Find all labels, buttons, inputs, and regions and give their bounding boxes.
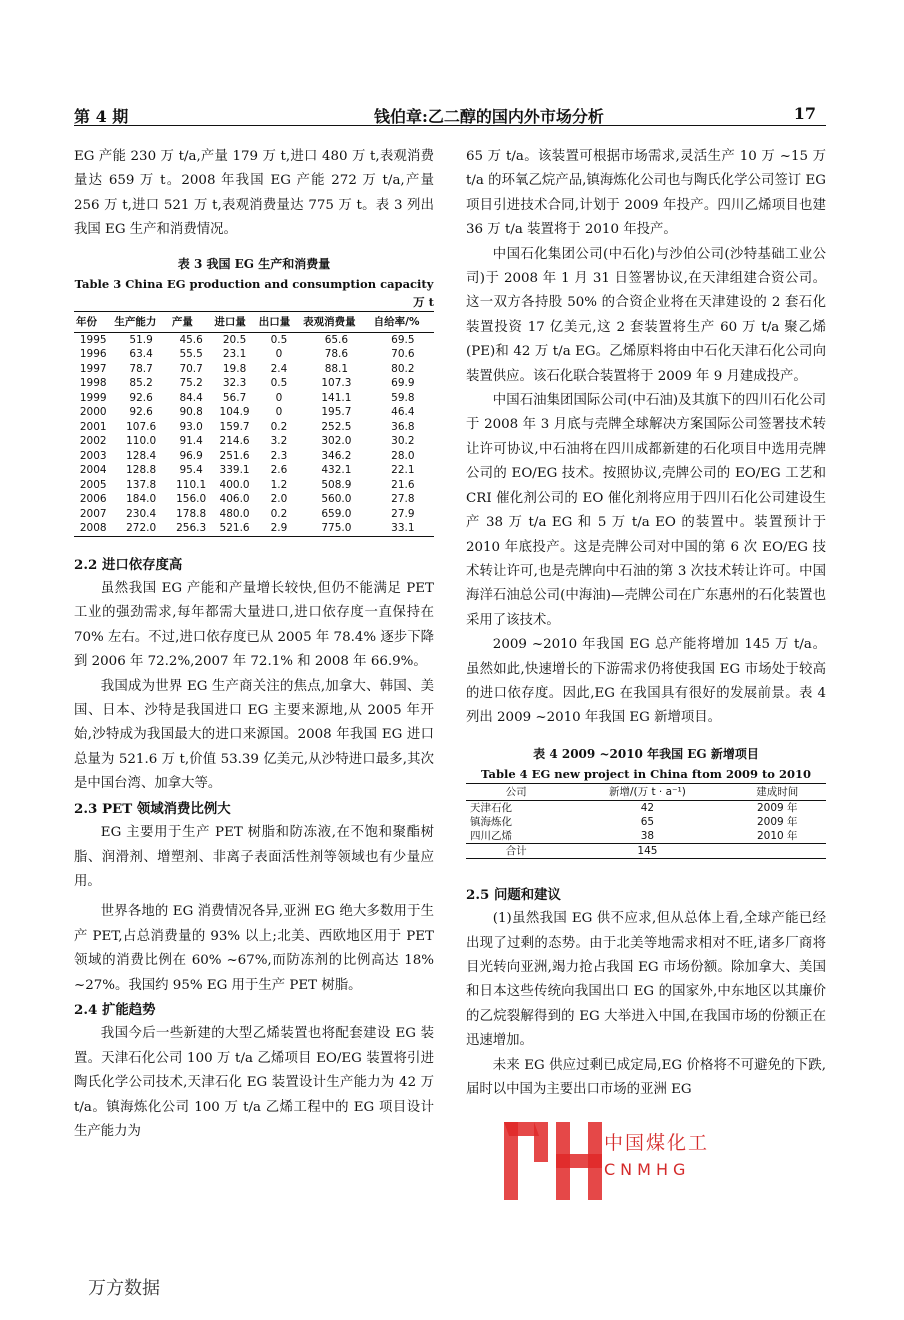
table3-cell: 184.0 [126, 493, 157, 506]
table3-row [74, 507, 434, 522]
table3-caption-cn: 表 3 我国 EG 生产和消费量 [177, 256, 331, 271]
table3-cell: 91.4 [179, 435, 203, 448]
table3-cell: 75.2 [179, 377, 203, 390]
table3-cell: 78.6 [324, 348, 349, 361]
table3-cell: 1995 [79, 333, 107, 346]
section-2-2-title: 2.2 进口依存度高 [74, 556, 183, 573]
table3-header-cell: 年份 [74, 311, 112, 332]
table3-header-cell: 生产能力 [112, 311, 169, 332]
table3-cell: 107.3 [321, 377, 352, 390]
table3-cell: 2008 [79, 522, 107, 535]
table3-header-cell: 表观消费量 [301, 311, 372, 332]
table3-cell: 137.8 [126, 478, 157, 491]
section-2-4-title: 2.4 扩能趋势 [74, 1001, 156, 1018]
table4-caption-en: Table 4 EG new project in China ftom 2009 to 2010 [481, 766, 811, 781]
table3-row [74, 492, 434, 507]
table4-header-cell: 新增/(万 t · a⁻¹) [566, 783, 728, 800]
table3-cell: 302.0 [321, 435, 352, 448]
table3-cell: 27.9 [391, 507, 415, 520]
table3-cell: 23.1 [222, 348, 247, 361]
table3-cell: 92.6 [129, 406, 153, 419]
table3 [74, 311, 434, 537]
right-column [466, 145, 826, 1102]
table3-cell: 214.6 [219, 435, 250, 448]
table3-cell: 346.2 [321, 449, 352, 462]
table3-cell: 70.7 [179, 362, 203, 375]
table3-cell: 0 [275, 348, 283, 361]
table3-cell: 59.8 [391, 391, 415, 404]
table3-cell: 432.1 [321, 464, 352, 477]
table3-header-cell: 出口量 [257, 311, 301, 332]
table3-cell: 110.0 [126, 435, 157, 448]
table3-cell: 156.0 [176, 493, 207, 506]
table3-cell: 659.0 [321, 507, 352, 520]
table3-body [74, 332, 434, 536]
table4-total-cell: 合计 [466, 843, 566, 858]
table4-row [466, 829, 826, 844]
table3-cell: 65.6 [324, 333, 349, 346]
table3-cell: 256.3 [176, 522, 207, 535]
journal-issue: 第 4 期 [74, 107, 129, 126]
table3-cell: 560.0 [321, 493, 352, 506]
table3-cell: 2004 [79, 464, 107, 477]
table3-header-row [74, 311, 434, 332]
table3-cell: 88.1 [324, 362, 349, 375]
table3-cell: 55.5 [179, 348, 203, 361]
table4-cell: 38 [640, 829, 655, 842]
table3-cell: 195.7 [321, 406, 352, 419]
table3-cell: 2.9 [270, 522, 288, 535]
table3-cell: 128.4 [126, 449, 157, 462]
table3-cell: 96.9 [179, 449, 203, 462]
table3-cell: 1.2 [270, 478, 288, 491]
table4 [466, 783, 826, 859]
table3-row [74, 405, 434, 420]
table3-row [74, 521, 434, 536]
table3-cell: 2.0 [270, 493, 288, 506]
table3-cell: 1999 [79, 391, 107, 404]
table3-row [74, 347, 434, 362]
table3-cell: 252.5 [321, 420, 352, 433]
table3-cell: 2.4 [270, 362, 288, 375]
table3-cell: 93.0 [179, 420, 203, 433]
section-2-3-title: 2.3 PET 领域消费比例大 [74, 800, 231, 817]
table3-cell: 0.2 [270, 420, 288, 433]
table3-cell: 400.0 [219, 478, 250, 491]
table4-cell: 2009 年 [757, 815, 798, 828]
table3-cell: 480.0 [219, 507, 250, 520]
watermark-cn-text: 中国煤化工 [604, 1128, 709, 1155]
table3-cell: 2.3 [270, 449, 288, 462]
table3-cell: 272.0 [126, 522, 157, 535]
table3-cell: 110.1 [176, 478, 207, 491]
table4-cell: 2009 年 [757, 801, 798, 814]
table3-cell: 20.5 [222, 333, 247, 346]
table4-total-row [466, 843, 826, 858]
table3-cell: 2003 [79, 449, 107, 462]
table3-cell: 1996 [79, 348, 107, 361]
table3-header-cell: 进口量 [212, 311, 256, 332]
right-paragraph-2: 中国石化集团公司(中石化)与沙伯公司(沙特基础工业公司)于 2008 年 1 月 31 日签署协议,在天津组建合资公司。这一双方各持股 50% 的合资企业将在天津建设的 2 套石化装置投资 17 亿美元,这 2 套装置将生产 60 万 t/a 聚乙烯(PE)和 42 万 t/a EG。乙烯原料将由中石化天津石化公司向装置供应。该石化联合装置将于 2009 年 9 月建成投产。 [466, 246, 826, 384]
table3-cell: 28.0 [391, 449, 415, 462]
table3-cell: 2002 [79, 435, 107, 448]
section-2-5-paragraph-1: (1)虽然我国 EG 供不应求,但从总体上看,全球产能已经出现了过剩的态势。由于北美等地需求相对不旺,诸多厂商将目光转向亚洲,竭力抢占我国 EG 市场份额。除加拿大、美国和日本这些传统向我国出口 EG 的国家外,中东地区以其廉价的乙烷裂解得到的 EG 大举进入中国,在我国市场的份额正在迅速增加。 [466, 911, 826, 1049]
table3-row [74, 449, 434, 464]
table3-row [74, 420, 434, 435]
table3-cell: 775.0 [321, 522, 352, 535]
table3-cell: 141.1 [321, 391, 352, 404]
table3-cell: 84.4 [179, 391, 203, 404]
table3-row [74, 391, 434, 406]
table3-cell: 33.1 [391, 522, 415, 535]
intro-paragraph: EG 产能 230 万 t/a,产量 179 万 t,进口 480 万 t,表观消费量达 659 万 t。2008 年我国 EG 产能 272 万 t/a,产量 256 万 t,进口 521 万 t,表观消费量达 775 万 t。表 3 列出我国 EG 生产和消费情况。 [74, 149, 434, 238]
table4-row [466, 815, 826, 829]
table3-row [74, 332, 434, 347]
table3-cell: 21.6 [391, 478, 415, 491]
table3-cell: 0.2 [270, 507, 288, 520]
table3-cell: 230.4 [126, 507, 157, 520]
table3-cell: 27.8 [391, 493, 415, 506]
section-2-3-paragraph-2: 世界各地的 EG 消费情况各异,亚洲 EG 绝大多数用于生产 PET,占总消费量的 93% 以上;北美、西欧地区用于 PET 领域的消费比例在 60% ~67%,而防冻剂的比例高达 18% ~27%。我国约 95% EG 用于生产 PET 树脂。 [74, 904, 434, 993]
table4-cell: 2010 年 [757, 829, 798, 842]
table3-cell: 32.3 [222, 377, 247, 390]
table3-cell: 251.6 [219, 449, 250, 462]
table3-cell: 19.8 [222, 362, 247, 375]
table3-cell: 70.6 [391, 348, 415, 361]
table3-cell: 0 [275, 391, 283, 404]
table3-cell: 0.5 [270, 377, 288, 390]
table4-cell: 镇海炼化 [470, 815, 512, 828]
page-header [74, 98, 826, 126]
table3-cell: 339.1 [219, 464, 250, 477]
table3-cell: 36.8 [391, 420, 415, 433]
table3-cell: 107.6 [126, 420, 157, 433]
table3-unit: 万 t [413, 294, 434, 309]
watermark-logo [500, 1118, 830, 1204]
table3-cell: 2006 [79, 493, 107, 506]
table4-header-cell: 建成时间 [729, 783, 826, 800]
table3-row [74, 376, 434, 391]
table4-total-cell [729, 843, 826, 858]
table3-cell: 69.5 [391, 333, 415, 346]
table3-cell: 2000 [79, 406, 107, 419]
table4-header-cell: 公司 [466, 783, 566, 800]
table3-cell: 92.6 [129, 391, 153, 404]
footer-wanfang: 万方数据 [88, 1278, 160, 1299]
table3-row [74, 478, 434, 493]
table4-cell: 天津石化 [470, 801, 512, 814]
table3-cell: 45.6 [179, 333, 203, 346]
table3-row [74, 463, 434, 478]
table3-cell: 2001 [79, 420, 107, 433]
table3-cell: 406.0 [219, 493, 250, 506]
right-paragraph-3: 中国石油集团国际公司(中石油)及其旗下的四川石化公司于 2008 年 3 月底与壳牌全球解决方案国际公司签署技术转让许可协议,中石油将在四川成都新建的石化项目中选用壳牌公司的 EO/EG 技术。按照协议,壳牌公司的 EO/EG 工艺和 CRI 催化剂公司的 EO 催化剂将应用于四川石化公司建设生产 38 万 t/a EG 和 5 万 t/a EO 的装置中。装置预计于 2010 年底投产。这是壳牌公司对中国的第 6 次 EO/EG 技术转让许可,也是壳牌向中石油的第 3 次技术转让许可。中国海洋石油总公司(中海油)—壳牌公司在广东惠州的石化装置也采用了该技术。 [466, 393, 826, 628]
table3-cell: 521.6 [219, 522, 250, 535]
table3-cell: 178.8 [176, 507, 207, 520]
table3-cell: 508.9 [321, 478, 352, 491]
left-column [74, 145, 434, 1144]
table3-header-cell: 自给率/% [372, 311, 434, 332]
table3-cell: 159.7 [219, 420, 250, 433]
table4-body [466, 800, 826, 858]
table4-cell: 65 [640, 815, 655, 828]
table3-cell: 78.7 [129, 362, 153, 375]
table3-caption-en: Table 3 China EG production and consumption capacity [74, 276, 434, 291]
table4-total-cell: 145 [566, 843, 728, 858]
table3-cell: 63.4 [129, 348, 153, 361]
table4-caption-cn: 表 4 2009 ~2010 年我国 EG 新增项目 [533, 746, 759, 761]
section-2-4-paragraph-1: 我国今后一些新建的大型乙烯装置也将配套建设 EG 装置。天津石化公司 100 万 t/a 乙烯项目 EO/EG 装置将引进陶氏化学公司技术,天津石化 EG 装置设计生产能力为 42 万 t/a。镇海炼化公司 100 万 t/a 乙烯工程中的 EG 项目设计生产能力为 [74, 1026, 434, 1139]
table3-cell: 104.9 [219, 406, 250, 419]
table3-cell: 90.8 [179, 406, 203, 419]
table3-cell: 85.2 [129, 377, 153, 390]
table3-cell: 30.2 [391, 435, 415, 448]
section-2-5-paragraph-2: 未来 EG 供应过剩已成定局,EG 价格将不可避免的下跌,届时以中国为主要出口市场的亚洲 EG [466, 1057, 826, 1097]
running-title: 钱伯章:乙二醇的国内外市场分析 [374, 107, 604, 126]
table3-header-cell: 产量 [170, 311, 213, 332]
table3-cell: 56.7 [222, 391, 247, 404]
table3-cell: 46.4 [391, 406, 415, 419]
table3-cell: 0 [275, 406, 283, 419]
table3-cell: 69.9 [391, 377, 415, 390]
table3-cell: 3.2 [270, 435, 288, 448]
right-paragraph-1: 65 万 t/a。该装置可根据市场需求,灵活生产 10 万 ~15 万 t/a 的环氧乙烷产品,镇海炼化公司也与陶氏化学公司签订 EG 项目引进技术合同,计划于 2009 年投产。四川乙烯项目也建 36 万 t/a 装置将于 2010 年投产。 [466, 149, 826, 238]
section-2-3-paragraph-1: EG 主要用于生产 PET 树脂和防冻液,在不饱和聚酯树脂、润滑剂、增塑剂、非离子表面活性剂等领域也有少量应用。 [74, 825, 434, 889]
table3-cell: 2.6 [270, 464, 288, 477]
table4-row [466, 800, 826, 815]
table3-cell: 1997 [79, 362, 107, 375]
header-rule [74, 125, 826, 126]
table3-cell: 51.9 [129, 333, 153, 346]
section-2-5-title: 2.5 问题和建议 [466, 886, 561, 903]
table3-cell: 2007 [79, 507, 107, 520]
page-number: 17 [793, 104, 816, 123]
table3-cell: 0.5 [270, 333, 288, 346]
section-2-2-paragraph-1: 虽然我国 EG 产能和产量增长较快,但仍不能满足 PET 工业的强劲需求,每年都需大量进口,进口依存度一直保持在 70% 左右。不过,进口依存度已从 2005 年 78.4% 逐步下降到 2006 年 72.2%,2007 年 72.1% 和 2008 年 66.9%。 [74, 581, 434, 670]
table3-cell: 2005 [79, 478, 107, 491]
table3-row [74, 434, 434, 449]
section-2-2-paragraph-2: 我国成为世界 EG 生产商关注的焦点,加拿大、韩国、美国、日本、沙特是我国进口 EG 主要来源地,从 2005 年开始,沙特成为我国最大的进口来源国。2008 年我国 EG 进口总量为 521.6 万 t,价值 53.39 亿美元,从沙特进口最多,其次是中国台湾、加拿大等。 [74, 678, 434, 792]
table3-cell: 22.1 [391, 464, 415, 477]
watermark-en-text: CNMHG [604, 1160, 691, 1179]
table4-header-row [466, 783, 826, 800]
table3-cell: 128.8 [126, 464, 157, 477]
table3-cell: 80.2 [391, 362, 415, 375]
right-paragraph-4: 2009 ~2010 年我国 EG 总产能将增加 145 万 t/a。虽然如此,快速增长的下游需求仍将使我国 EG 市场处于较高的进口依存度。因此,EG 在我国具有很好的发展前景。表 4 列出 2009 ~2010 年我国 EG 新增项目。 [466, 637, 826, 726]
watermark-mh-mark [504, 1122, 604, 1200]
table4-cell: 42 [640, 801, 655, 814]
table3-row [74, 362, 434, 377]
table3-cell: 1998 [79, 377, 107, 390]
table4-cell: 四川乙烯 [470, 829, 512, 842]
table3-cell: 95.4 [179, 464, 203, 477]
